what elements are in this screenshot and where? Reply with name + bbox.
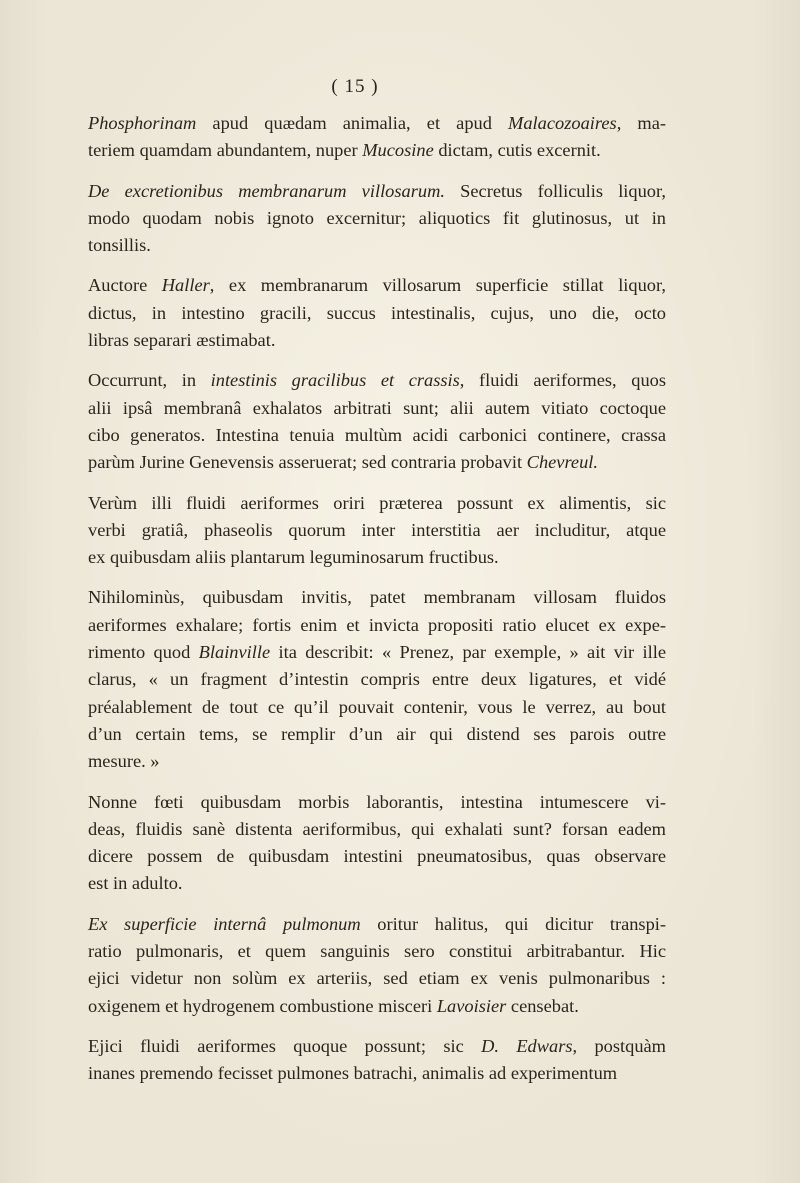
paragraph xyxy=(88,490,666,572)
text-line xyxy=(88,137,666,164)
italic-run: D. Edwars xyxy=(481,1035,573,1056)
text-run: dictus, in intestino gracili, succus intestinalis, cujus, uno die, octo xyxy=(88,302,666,323)
text-run: ratio pulmonaris, et quem sanguinis sero constitui arbitrabantur. Hic xyxy=(88,941,666,962)
page-number: ( 15 ) xyxy=(331,76,379,97)
text-run: libras separari æstimabat. xyxy=(88,330,276,351)
text-run: censebat. xyxy=(506,995,579,1016)
text-run: dictam, cutis excernit. xyxy=(433,140,601,161)
text-line xyxy=(88,232,666,259)
paragraph xyxy=(88,789,666,898)
text-run: cibo generatos. Intestina tenuia multùm acidi carbonici continere, crassa xyxy=(88,424,666,445)
body-text xyxy=(88,110,666,1101)
text-run: ita describit: « Prenez, par exemple, » ait vir ille xyxy=(270,642,666,663)
text-line xyxy=(88,721,666,748)
text-run: Secretus folliculis liquor, xyxy=(444,180,666,201)
text-line xyxy=(88,517,666,544)
text-run: ex quibusdam aliis plantarum leguminosarum fructibus. xyxy=(88,547,499,568)
text-line xyxy=(88,1060,666,1087)
text-line xyxy=(88,544,666,571)
text-run: apud quædam animalia, et apud xyxy=(196,113,509,133)
paragraph xyxy=(88,911,666,1020)
text-line xyxy=(88,938,666,965)
italic-run: Phosphorinam xyxy=(88,113,197,133)
text-run: , fluidi aeriformes, quos xyxy=(459,370,666,391)
text-run: Ejici fluidi aeriformes quoque possunt; sic xyxy=(88,1035,482,1056)
paragraph xyxy=(88,272,666,354)
text-line xyxy=(88,178,666,205)
italic-run: Chevreul. xyxy=(526,452,598,473)
text-line xyxy=(88,449,666,476)
text-run: préalablement de tout ce qu’il pouvait contenir, vous le verrez, au bout xyxy=(88,696,666,717)
text-run: oxigenem et hydrogenem combustione misceri xyxy=(88,995,437,1016)
italic-run: Lavoisier xyxy=(436,995,507,1016)
text-line xyxy=(88,666,666,693)
text-line xyxy=(88,816,666,843)
text-line xyxy=(88,395,666,422)
italic-run: De excretionibus membranarum villosarum. xyxy=(88,180,445,201)
paragraph xyxy=(88,584,666,775)
text-run: teriem quamdam abundantem, nuper xyxy=(88,140,363,161)
text-run: dicere possem de quibusdam intestini pneumatosibus, quas observare xyxy=(88,846,666,867)
text-run: Verùm illi fluidi aeriformes oriri præterea possunt ex alimentis, sic xyxy=(88,492,666,513)
text-line xyxy=(88,300,666,327)
text-line xyxy=(88,748,666,775)
text-line xyxy=(88,639,666,666)
italic-run: Ex superficie internâ pulmonum xyxy=(88,913,361,934)
text-run: ejici videtur non solùm ex arteriis, sed etiam ex venis pulmonaribus : xyxy=(88,968,666,989)
text-run: inanes premendo fecisset pulmones batrachi, animalis ad experimentum xyxy=(88,1063,618,1084)
text-run: mesure. » xyxy=(88,751,160,772)
text-line xyxy=(88,272,666,299)
text-run: , ex membranarum villosarum superficie stillat liquor, xyxy=(209,275,666,296)
italic-run: Malacozoaires xyxy=(508,113,617,133)
text-run: aeriformes exhalare; fortis enim et invicta propositi ratio elucet ex expe- xyxy=(88,614,666,635)
text-line xyxy=(88,870,666,897)
italic-run: intestinis gracilibus et crassis xyxy=(210,370,460,391)
text-run: oritur halitus, qui dicitur transpi- xyxy=(360,913,667,934)
text-run: deas, fluidis sanè distenta aeriformibus, qui exhalati sunt? forsan eadem xyxy=(88,818,666,839)
text-line xyxy=(88,490,666,517)
text-run: parùm Jurine Genevensis asseruerat; sed contraria probavit xyxy=(88,452,527,473)
text-line xyxy=(88,843,666,870)
paragraph xyxy=(88,367,666,476)
text-line xyxy=(88,1033,666,1060)
text-line xyxy=(88,911,666,938)
text-line xyxy=(88,205,666,232)
paragraph xyxy=(88,110,666,165)
text-line xyxy=(88,789,666,816)
text-run: rimento quod xyxy=(88,642,199,663)
text-line xyxy=(88,694,666,721)
text-line xyxy=(88,993,666,1020)
text-run: est in adulto. xyxy=(88,873,183,894)
text-run: Occurrunt, in xyxy=(88,370,211,391)
italic-run: Mucosine xyxy=(362,140,434,161)
italic-run: Blainville xyxy=(198,642,271,663)
text-line xyxy=(88,367,666,394)
text-run: Nihilominùs, quibusdam invitis, patet membranam villosam fluidos xyxy=(88,587,666,608)
text-line xyxy=(88,422,666,449)
text-line xyxy=(88,110,666,137)
text-run: d’un certain tems, se remplir d’un air qui distend ses parois outre xyxy=(88,723,666,744)
text-run: Nonne fœti quibusdam morbis laborantis, intestina intumescere vi- xyxy=(88,791,666,812)
text-line xyxy=(88,327,666,354)
italic-run: Haller xyxy=(161,275,210,296)
paragraph xyxy=(88,1033,666,1088)
text-line xyxy=(88,612,666,639)
text-run: verbi gratiâ, phaseolis quorum inter interstitia aer includitur, atque xyxy=(88,519,666,540)
text-line xyxy=(88,965,666,992)
text-run: alii ipsâ membranâ exhalatos arbitrati sunt; alii autem vitiato coctoque xyxy=(88,397,666,418)
text-run: clarus, « un fragment d’intestin compris entre deux ligatures, et vidé xyxy=(88,669,666,690)
text-run: , ma- xyxy=(616,113,666,133)
text-run: modo quodam nobis ignoto excernitur; aliquotics fit glutinosus, ut in xyxy=(88,207,666,228)
text-line xyxy=(88,584,666,611)
text-run: tonsillis. xyxy=(88,235,151,256)
text-run: , postquàm xyxy=(572,1035,666,1056)
text-run: Auctore xyxy=(88,275,162,296)
paragraph xyxy=(88,178,666,260)
